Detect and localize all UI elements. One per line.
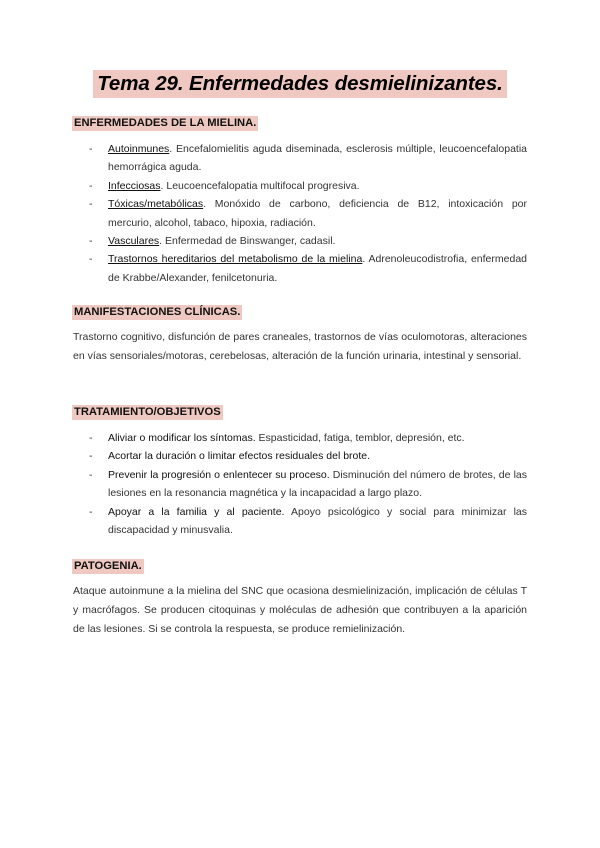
- item-lead: Apoyar a la familia y al paciente.: [108, 505, 285, 518]
- item-lead: Vasculares: [108, 235, 160, 248]
- bullet-dash: -: [89, 179, 93, 192]
- bullet-dash: -: [89, 143, 93, 155]
- item-text: Apoyo psicológico y social para minimizar las discapacidad y minusvalia.: [108, 505, 527, 537]
- bullet-dash: -: [89, 235, 93, 248]
- list-item: [73, 232, 527, 250]
- section-heading: MANIFESTACIONES CLÍNICAS.: [74, 306, 241, 318]
- list-item: [73, 429, 527, 447]
- section-patogenia: [73, 556, 527, 639]
- item-lead: Trastornos hereditarios del metabolismo de la mielina: [108, 253, 363, 266]
- item-text: . Adrenoleucodistrofia, enfermedad de Krabbe/Alexander, fenilcetonuria.: [108, 253, 527, 284]
- item-text: . Monóxido de carbono, deficiencia de B12, intoxicación por mercurio, alcohol, tabaco, hipoxia, radiación.: [108, 198, 527, 229]
- item-lead: Autoinmunes: [108, 143, 170, 155]
- section-heading: ENFERMEDADES DE LA MIELINA.: [74, 117, 257, 129]
- section-manifestaciones: [73, 302, 527, 366]
- item-text: . Leucoencefalopatia multifocal progresiva.: [160, 179, 360, 192]
- list-item: [73, 250, 527, 287]
- bullet-dash: -: [89, 198, 93, 211]
- section-heading: TRATAMIENTO/OBJETIVOS: [74, 406, 221, 418]
- list-item: [73, 447, 527, 465]
- list-item: [73, 503, 527, 540]
- bullet-dash: -: [89, 450, 93, 463]
- bullet-list: [73, 429, 527, 539]
- item-lead: Infecciosas: [108, 179, 161, 192]
- item-lead: Acortar la duración o limitar efectos residuales del brote.: [108, 450, 371, 463]
- section-paragraph: Trastorno cognitivo, disfunción de pares craneales, trastornos de vías oculomotoras, alteraciones en vías sensoriales/motoras, cerebelosas, alteración de la función urinaria, intestinal y sensorial.: [73, 331, 527, 362]
- list-item: [73, 195, 527, 232]
- title-block: [0, 70, 600, 98]
- bullet-dash: -: [89, 432, 93, 444]
- section-paragraph: Ataque autoinmune a la mielina del SNC que ocasiona desmielinización, implicación de células T y macrófagos. Se producen citoquinas y moléculas de adhesión que contribuyen a la aparición de las lesiones. Si se controla la respuesta, se produce remielinización.: [73, 585, 527, 635]
- bullet-dash: -: [89, 253, 93, 266]
- item-text: Disminución del número de brotes, de las lesiones en la resonancia magnética y la incapacidad a largo plazo.: [108, 468, 527, 500]
- document-title: Tema 29. Enfermedades desmielinizantes.: [93, 70, 507, 98]
- list-item: [73, 466, 527, 503]
- bullet-dash: -: [89, 505, 93, 518]
- section-heading: PATOGENIA.: [74, 560, 142, 572]
- list-item: [73, 177, 527, 195]
- bullet-dash: -: [89, 468, 93, 481]
- item-lead: Prevenir la progresión o enlentecer su proceso.: [108, 468, 330, 481]
- bullet-list: [73, 140, 527, 287]
- item-text: . Encefalomielitis aguda diseminada, esclerosis múltiple, leucoencefalopatia hemorrágica aguda.: [108, 143, 527, 174]
- item-text: . Enfermedad de Binswanger, cadasil.: [159, 235, 336, 248]
- list-item: [73, 140, 527, 177]
- section-tratamiento: [73, 402, 527, 539]
- section-enfermedades: [73, 113, 527, 287]
- item-lead: Aliviar o modificar los síntomas.: [108, 432, 256, 444]
- item-text: Espasticidad, fatiga, temblor, depresión, etc.: [255, 432, 465, 444]
- item-lead: Tóxicas/metabólicas: [108, 198, 204, 211]
